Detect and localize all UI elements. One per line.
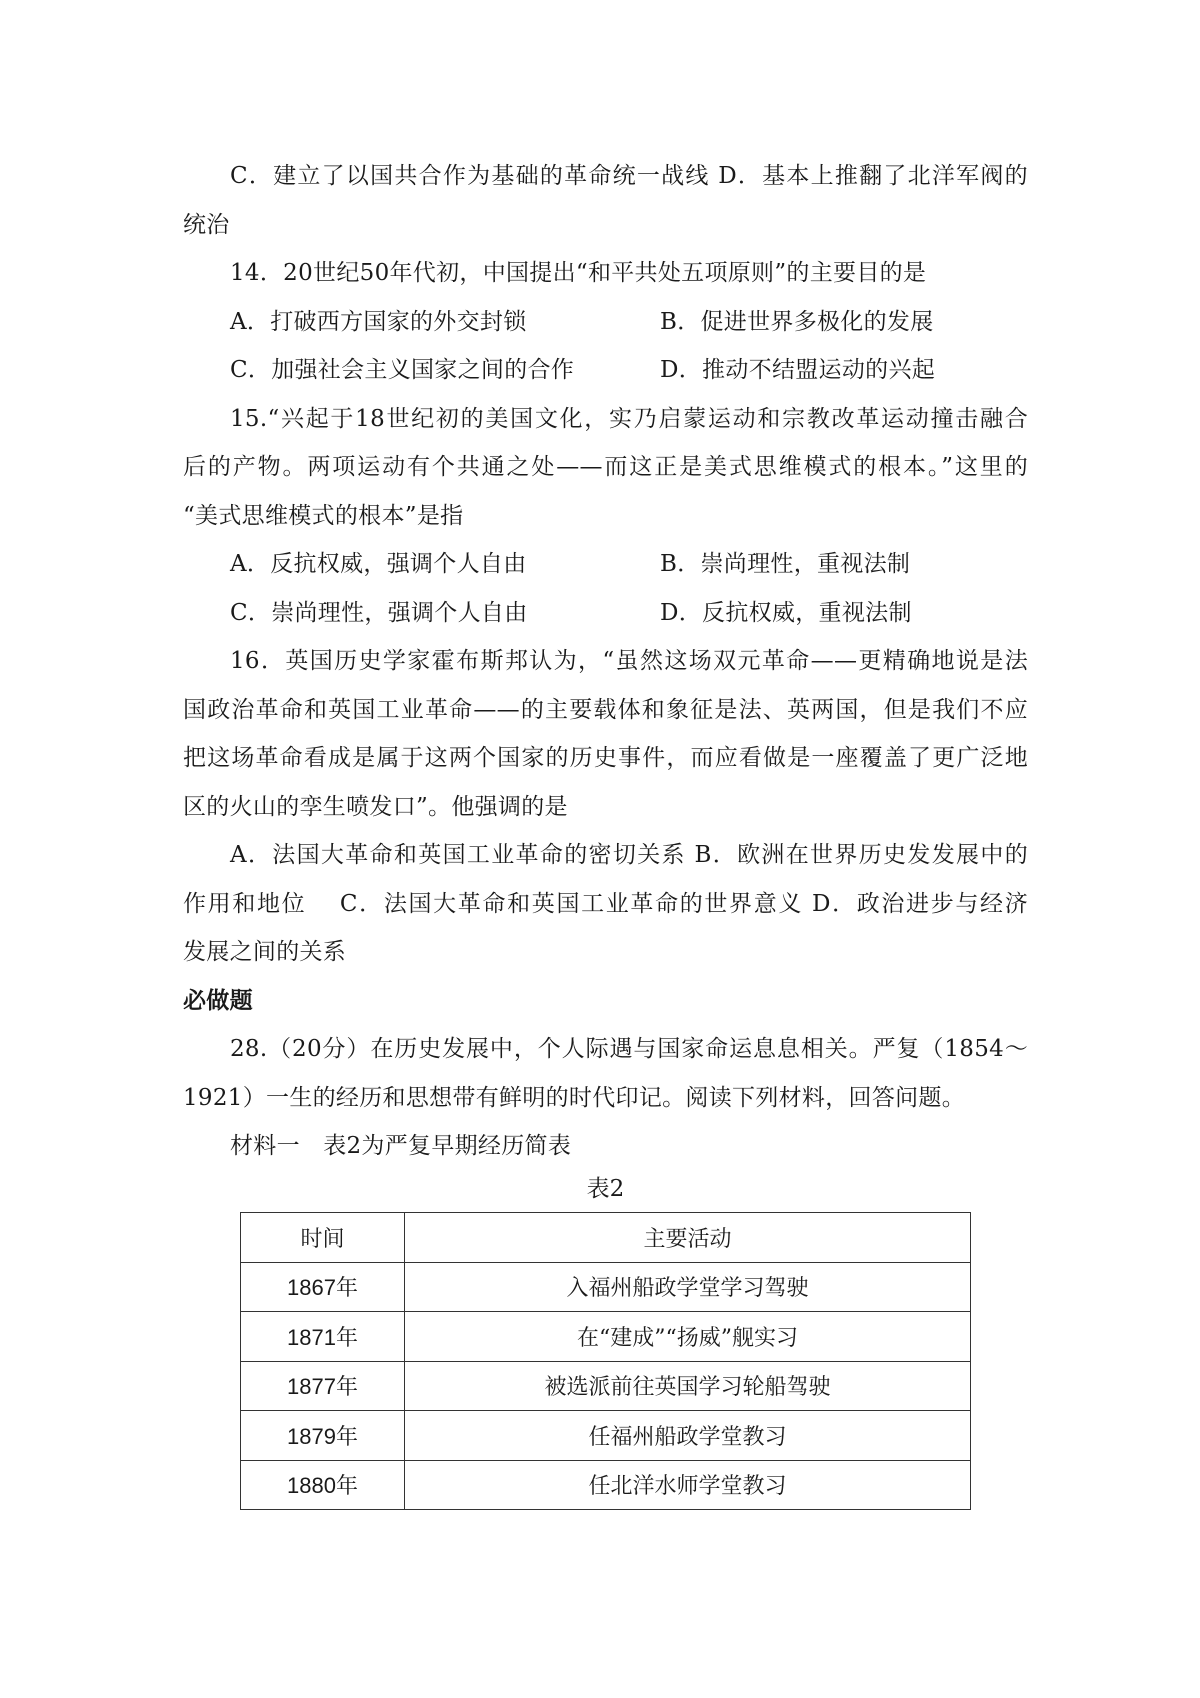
q16-options-line-1: A．法国大革命和英国工业革命的密切关系 B．欧洲在世界历史发发展中的 <box>230 842 1028 868</box>
q16-options-line-2: 作用和地位 C．法国大革命和英国工业革命的世界意义 D．政治进步与经济 <box>183 890 1028 917</box>
q15-options-row-2 <box>183 589 1028 638</box>
table-row <box>241 1361 971 1411</box>
table-row <box>241 1460 971 1510</box>
q16-options-line-3: 发展之间的关系 <box>183 939 347 965</box>
q16-line-3: 把这场革命看成是属于这两个国家的历史事件，而应看做是一座覆盖了更广泛地 <box>183 745 1028 771</box>
q15-option-c: C．崇尚理性，强调个人自由 <box>230 599 528 626</box>
q15-stem-line-2: 后的产物。两项运动有个共通之处——而这正是美式思维模式的根本。”这里的 <box>183 454 1028 480</box>
section-heading: 必做题 <box>183 987 253 1014</box>
q16-line-2: 国政治革命和英国工业革命——的主要载体和象征是法、英两国，但是我们不应 <box>183 696 1028 723</box>
exam-page <box>183 152 1028 1171</box>
table-cell-activity: 任福州船政学堂教习 <box>405 1411 971 1461</box>
table-cell-year: 1867年 <box>241 1262 405 1312</box>
q15-option-b: B．崇尚理性，重视法制 <box>660 551 911 577</box>
table-caption: 表2 <box>586 1176 625 1202</box>
table-row <box>241 1262 971 1312</box>
table-header-activity: 主要活动 <box>405 1213 971 1263</box>
q13-options-line: C．建立了以国共合作为基础的革命统一战线 D．基本上推翻了北洋军阀的 <box>230 163 1028 189</box>
table-cell-year: 1871年 <box>241 1312 405 1362</box>
q14-option-c: C．加强社会主义国家之间的合作 <box>230 357 575 383</box>
q16-line-4: 区的火山的孪生喷发口”。他强调的是 <box>183 793 568 820</box>
q14-options-row-2 <box>183 346 1028 395</box>
table-cell-year: 1877年 <box>241 1361 405 1411</box>
table-row <box>241 1411 971 1461</box>
q28-line-1: 28.（20分）在历史发展中，个人际遇与国家命运息息相关。严复（1854～ <box>230 1036 1028 1062</box>
q15-stem-line-3: “美式思维模式的根本”是指 <box>183 502 464 529</box>
table-cell-year: 1880年 <box>241 1460 405 1510</box>
q15-options-row-1 <box>183 540 1028 589</box>
table-cell-activity: 在“建成”“扬威”舰实习 <box>405 1312 971 1362</box>
q14-option-d: D．推动不结盟运动的兴起 <box>660 357 936 383</box>
q14-options-row-1 <box>183 298 1028 347</box>
q14-stem: 14．20世纪50年代初，中国提出“和平共处五项原则”的主要目的是 <box>230 260 927 286</box>
q28-line-2: 1921）一生的经历和思想带有鲜明的时代印记。阅读下列材料，回答问题。 <box>183 1084 966 1111</box>
table-cell-activity: 入福州船政学堂学习驾驶 <box>405 1262 971 1312</box>
history-table <box>240 1212 971 1510</box>
table-cell-activity: 任北洋水师学堂教习 <box>405 1460 971 1510</box>
q28-material-intro: 材料一 表2为严复早期经历简表 <box>230 1133 572 1159</box>
table-header-row <box>241 1213 971 1263</box>
q15-option-d: D．反抗权威，重视法制 <box>660 599 912 626</box>
q16-line-1: 16．英国历史学家霍布斯邦认为，“虽然这场双元革命——更精确地说是法 <box>230 648 1028 674</box>
table-header-time: 时间 <box>241 1213 405 1263</box>
q15-option-a: A．反抗权威，强调个人自由 <box>230 551 527 577</box>
table-cell-year: 1879年 <box>241 1411 405 1461</box>
q15-stem-line-1: 15.“兴起于18世纪初的美国文化，实乃启蒙运动和宗教改革运动撞击融合 <box>230 405 1028 432</box>
q14-option-b: B．促进世界多极化的发展 <box>660 308 934 335</box>
q13-options-continuation: 统治 <box>183 211 230 238</box>
q14-option-a: A．打破西方国家的外交封锁 <box>230 308 527 335</box>
table-row <box>241 1312 971 1362</box>
table-cell-activity: 被选派前往英国学习轮船驾驶 <box>405 1361 971 1411</box>
